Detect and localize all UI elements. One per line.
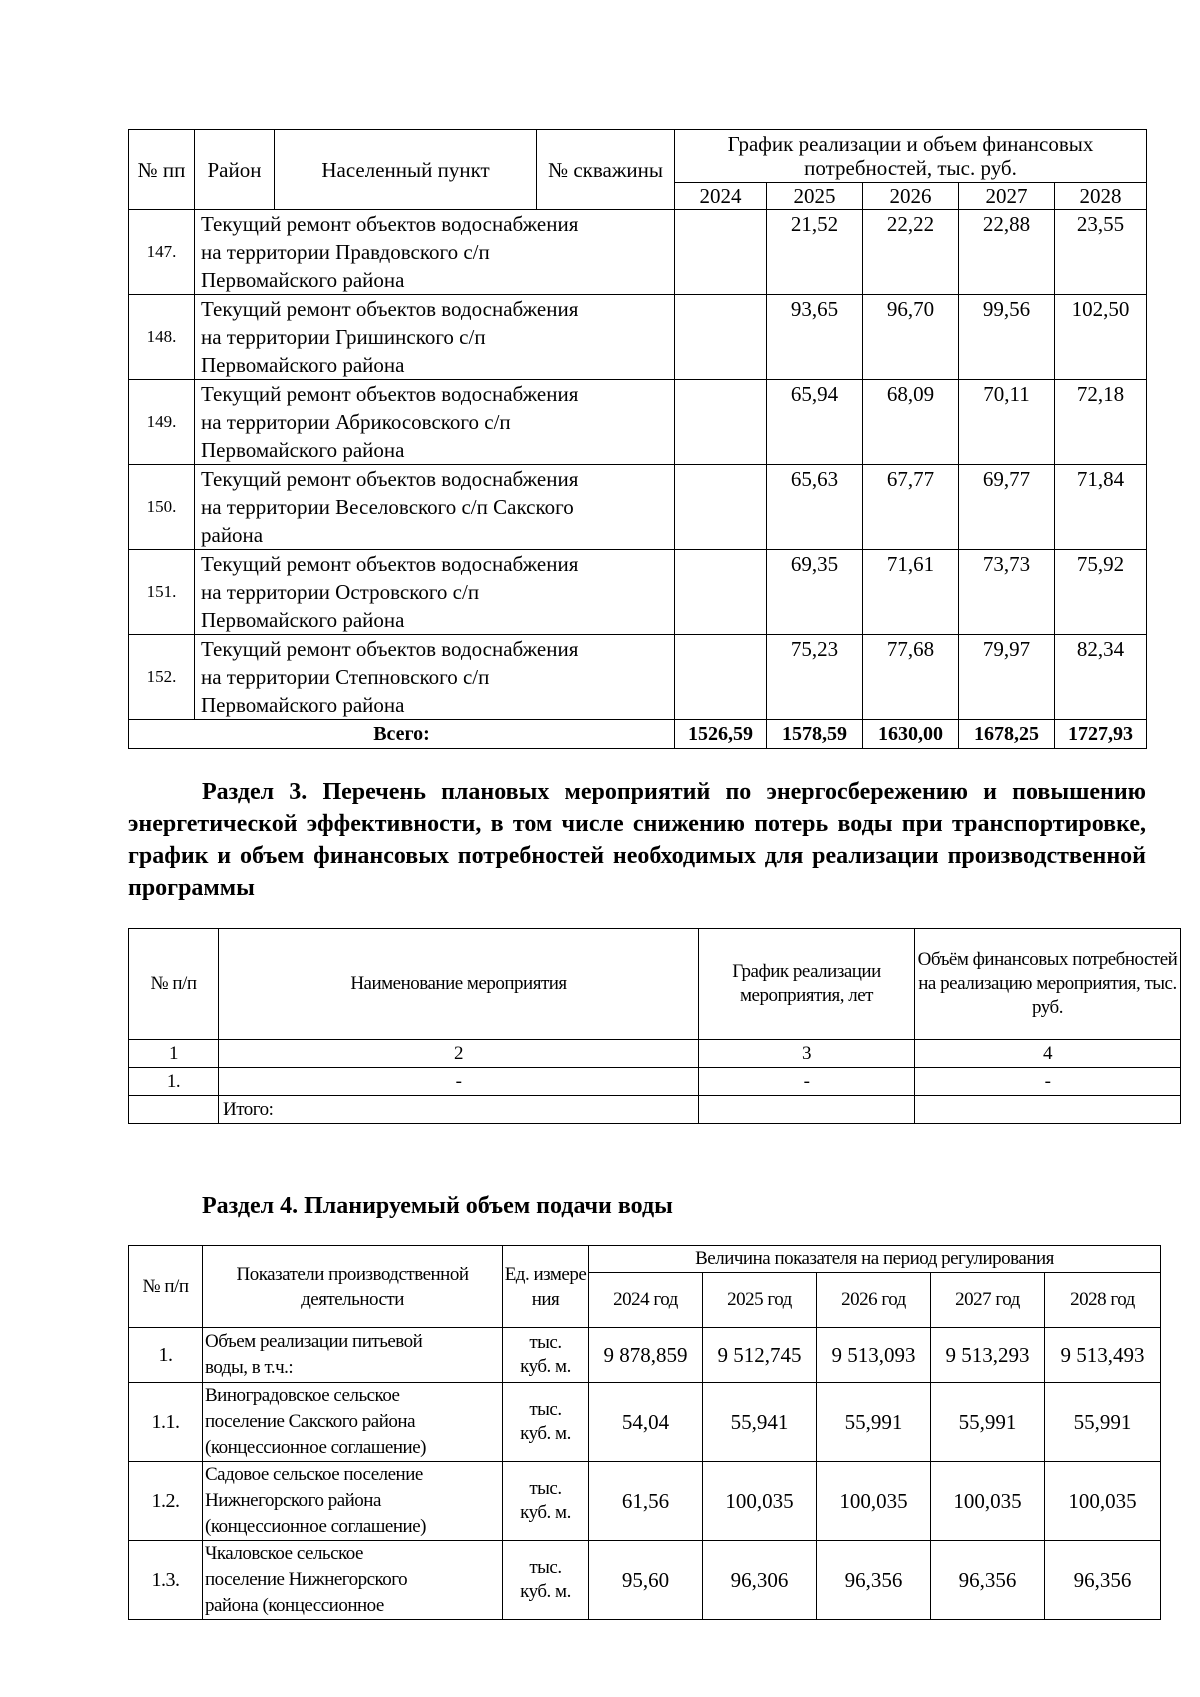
header-volume: Объём финансовых потребностей на реализацию мероприятия, тыс. руб. — [915, 929, 1181, 1040]
row-num: 1.2. — [129, 1462, 203, 1541]
table-row — [129, 1541, 1161, 1620]
row-value: 9 513,093 — [817, 1328, 931, 1383]
row-value: 77,68 — [863, 635, 959, 720]
row-value: 67,77 — [863, 465, 959, 550]
row-volume: - — [915, 1068, 1181, 1096]
row-num: 1.1. — [129, 1383, 203, 1462]
header-year: 2025 год — [703, 1273, 817, 1328]
row-indicator: Садовое сельское поселение Нижнегорского района (концессионное соглашение) — [203, 1462, 503, 1541]
water-supply-volume-table — [128, 1245, 1161, 1620]
row-value: 9 878,859 — [589, 1328, 703, 1383]
row-value: 82,34 — [1055, 635, 1147, 720]
row-num: 152. — [129, 635, 195, 720]
row-value: 21,52 — [767, 210, 863, 295]
row-description: Текущий ремонт объектов водоснабжения на территории Гришинского с/п Первомайского района — [195, 295, 675, 380]
column-number: 4 — [915, 1040, 1181, 1068]
row-unit: тыс. куб. м. — [503, 1328, 589, 1383]
row-value: 23,55 — [1055, 210, 1147, 295]
header-num: № п/п — [129, 1246, 203, 1328]
empty-cell — [915, 1096, 1181, 1124]
table-row — [129, 465, 1147, 550]
header-district: Район — [195, 130, 275, 210]
row-value — [675, 550, 767, 635]
header-year: 2027 год — [931, 1273, 1045, 1328]
row-value: 75,92 — [1055, 550, 1147, 635]
row-unit: тыс. куб. м. — [503, 1383, 589, 1462]
total-value: 1526,59 — [675, 720, 767, 749]
row-unit: тыс. куб. м. — [503, 1541, 589, 1620]
header-year: 2026 год — [817, 1273, 931, 1328]
row-value: 70,11 — [959, 380, 1055, 465]
column-number: 1 — [129, 1040, 219, 1068]
table-row — [129, 1328, 1161, 1383]
row-name: - — [219, 1068, 699, 1096]
header-period: Величина показателя на период регулирования — [589, 1246, 1161, 1273]
row-value: 75,23 — [767, 635, 863, 720]
row-value: 54,04 — [589, 1383, 703, 1462]
row-schedule: - — [699, 1068, 915, 1096]
row-value: 69,77 — [959, 465, 1055, 550]
total-value: 1678,25 — [959, 720, 1055, 749]
table-row — [129, 635, 1147, 720]
column-number: 3 — [699, 1040, 915, 1068]
header-year: 2024 — [675, 183, 767, 210]
row-num: 1. — [129, 1328, 203, 1383]
header-year: 2026 — [863, 183, 959, 210]
row-value — [675, 210, 767, 295]
row-value: 99,56 — [959, 295, 1055, 380]
row-value: 65,94 — [767, 380, 863, 465]
row-value — [675, 380, 767, 465]
table-row — [129, 1462, 1161, 1541]
table-row — [129, 550, 1147, 635]
header-unit: Ед. измере ния — [503, 1246, 589, 1328]
row-value: 96,306 — [703, 1541, 817, 1620]
empty-cell — [699, 1096, 915, 1124]
row-num: 150. — [129, 465, 195, 550]
header-schedule: График реализации мероприятия, лет — [699, 929, 915, 1040]
total-value: 1578,59 — [767, 720, 863, 749]
row-description: Текущий ремонт объектов водоснабжения на территории Правдовского с/п Первомайского района — [195, 210, 675, 295]
row-value: 9 513,293 — [931, 1328, 1045, 1383]
header-year: 2028 — [1055, 183, 1147, 210]
table-row — [129, 1383, 1161, 1462]
row-value: 100,035 — [931, 1462, 1045, 1541]
row-description: Текущий ремонт объектов водоснабжения на территории Островского с/п Первомайского района — [195, 550, 675, 635]
row-value: 69,35 — [767, 550, 863, 635]
header-num: № п/п — [129, 929, 219, 1040]
energy-measures-table — [128, 928, 1181, 1124]
header-name: Наименование мероприятия — [219, 929, 699, 1040]
header-schedule: График реализации и объем финансовых потребностей, тыс. руб. — [675, 130, 1147, 183]
row-value — [675, 295, 767, 380]
row-value: 9 513,493 — [1045, 1328, 1161, 1383]
row-num: 147. — [129, 210, 195, 295]
header-settlement: Населенный пункт — [275, 130, 537, 210]
row-value: 68,09 — [863, 380, 959, 465]
header-year: 2028 год — [1045, 1273, 1161, 1328]
row-unit: тыс. куб. м. — [503, 1462, 589, 1541]
row-indicator: Объем реализации питьевой воды, в т.ч.: — [203, 1328, 503, 1383]
column-number: 2 — [219, 1040, 699, 1068]
header-indicator: Показатели производственной деятельности — [203, 1246, 503, 1328]
financing-schedule-table — [128, 129, 1147, 749]
row-num: 1. — [129, 1068, 219, 1096]
row-value: 96,356 — [931, 1541, 1045, 1620]
row-value: 100,035 — [703, 1462, 817, 1541]
row-value: 61,56 — [589, 1462, 703, 1541]
row-value: 22,88 — [959, 210, 1055, 295]
row-value: 96,70 — [863, 295, 959, 380]
section-4-heading: Раздел 4. Планируемый объем подачи воды — [202, 1193, 673, 1219]
table-row — [129, 380, 1147, 465]
row-num: 149. — [129, 380, 195, 465]
row-value: 96,356 — [1045, 1541, 1161, 1620]
row-value: 95,60 — [589, 1541, 703, 1620]
row-value: 79,97 — [959, 635, 1055, 720]
row-num: 1.3. — [129, 1541, 203, 1620]
header-year: 2024 год — [589, 1273, 703, 1328]
row-indicator: Чкаловское сельское поселение Нижнегорского района (концессионное — [203, 1541, 503, 1620]
row-value: 71,61 — [863, 550, 959, 635]
table-row — [129, 295, 1147, 380]
total-label: Итого: — [219, 1096, 699, 1124]
total-value: 1630,00 — [863, 720, 959, 749]
row-value: 55,991 — [931, 1383, 1045, 1462]
row-description: Текущий ремонт объектов водоснабжения на территории Степновского с/п Первомайского района — [195, 635, 675, 720]
row-description: Текущий ремонт объектов водоснабжения на территории Веселовского с/п Сакского района — [195, 465, 675, 550]
row-value: 100,035 — [1045, 1462, 1161, 1541]
header-num: № пп — [129, 130, 195, 210]
row-value: 55,941 — [703, 1383, 817, 1462]
row-description: Текущий ремонт объектов водоснабжения на территории Абрикосовского с/п Первомайского района — [195, 380, 675, 465]
row-value: 65,63 — [767, 465, 863, 550]
empty-cell — [129, 1096, 219, 1124]
row-num: 151. — [129, 550, 195, 635]
row-value: 55,991 — [1045, 1383, 1161, 1462]
row-value: 96,356 — [817, 1541, 931, 1620]
row-value: 100,035 — [817, 1462, 931, 1541]
total-label: Всего: — [129, 720, 675, 749]
header-year: 2027 — [959, 183, 1055, 210]
row-num: 148. — [129, 295, 195, 380]
header-year: 2025 — [767, 183, 863, 210]
row-value — [675, 465, 767, 550]
row-value: 9 512,745 — [703, 1328, 817, 1383]
row-value — [675, 635, 767, 720]
row-value: 22,22 — [863, 210, 959, 295]
table-row — [129, 210, 1147, 295]
row-value: 102,50 — [1055, 295, 1147, 380]
total-value: 1727,93 — [1055, 720, 1147, 749]
header-well: № скважины — [537, 130, 675, 210]
section-3-heading: Раздел 3. Перечень плановых мероприятий по энергосбережению и повышению энергетической эффективности, в том числе снижению потерь воды при транспортировке, график и объем финансовых потребностей необходимых для реализации производственной программы — [128, 779, 1146, 901]
row-value: 72,18 — [1055, 380, 1147, 465]
row-indicator: Виноградовское сельское поселение Сакского района (концессионное соглашение) — [203, 1383, 503, 1462]
row-value: 93,65 — [767, 295, 863, 380]
row-value: 71,84 — [1055, 465, 1147, 550]
row-value: 55,991 — [817, 1383, 931, 1462]
row-value: 73,73 — [959, 550, 1055, 635]
